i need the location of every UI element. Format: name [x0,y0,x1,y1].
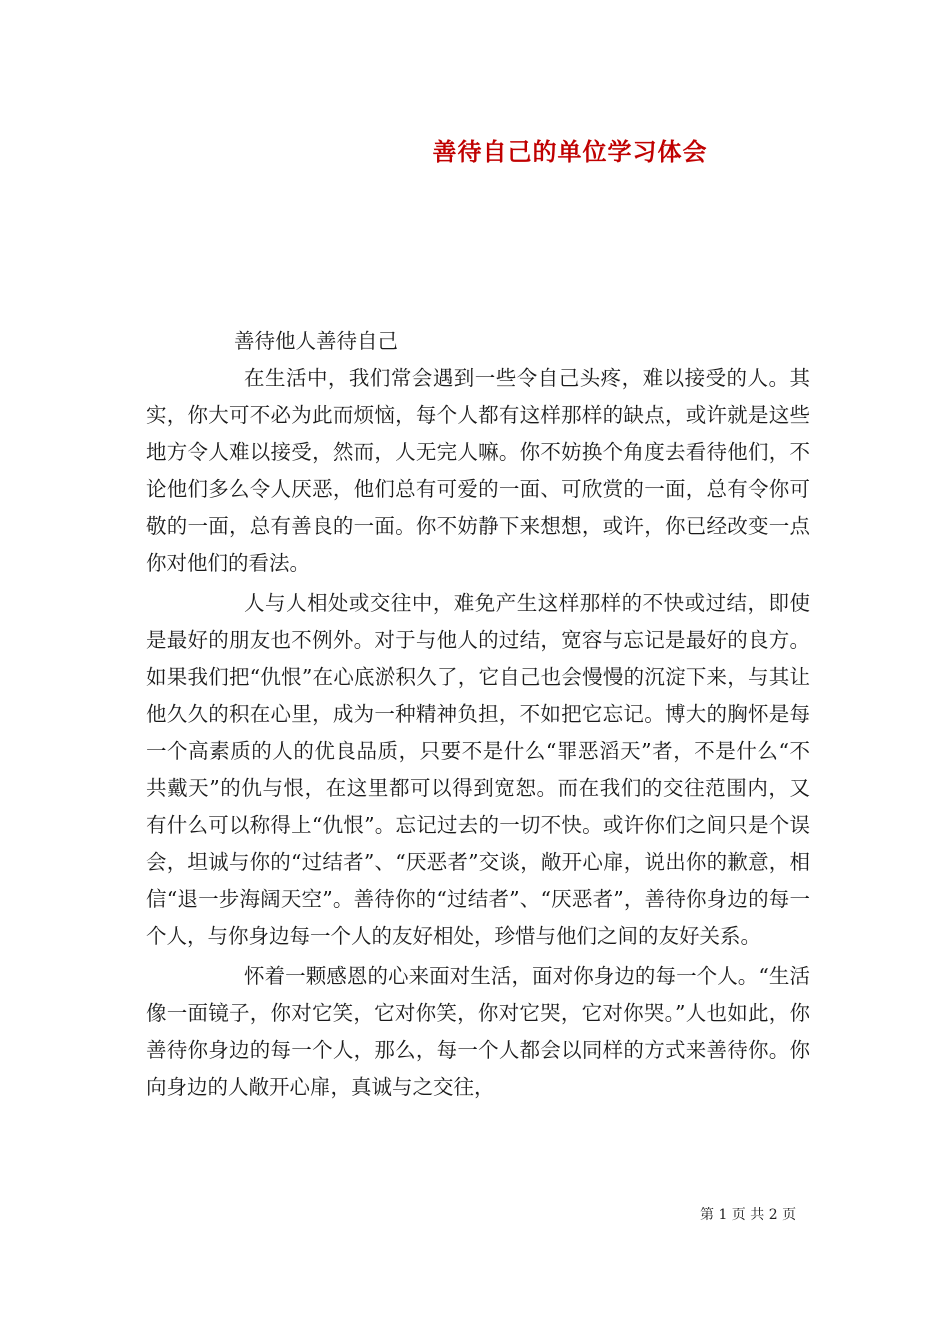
section-subtitle: 善待他人善待自己 [234,329,398,353]
document-title: 善待自己的单位学习体会 [432,137,708,166]
document-body [146,323,810,1109]
paragraph-2: 人与人相处或交往中，难免产生这样那样的不快或过结，即使是最好的朋友也不例外。对于与他人的过结，宽容与忘记是最好的良方。如果我们把“仇恨”在心底淤积久了，它自己也会慢慢的沉淀下来，与其让他久久的积在心里，成为一种精神负担，不如把它忘记。博大的胸怀是每一个高素质的人的优良品质，只要不是什么“罪恶滔天”者，不是什么“不共戴天”的仇与恨，在这里都可以得到宽恕。而在我们的交往范围内，又有什么可以称得上“仇恨”。忘记过去的一切不快。或许你们之间只是个误会，坦诚与你的“过结者”、“厌恶者”交谈，敞开心扉，说出你的歉意，相信“退一步海阔天空”。善待你的“过结者”、“厌恶者”，善待你身边的每一个人，与你身边每一个人的友好相处，珍惜与他们之间的友好关系。 [146,591,810,948]
paragraph-1: 在生活中，我们常会遇到一些令自己头疼，难以接受的人。其实，你大可不必为此而烦恼，每个人都有这样那样的缺点，或许就是这些地方令人难以接受，然而，人无完人嘛。你不妨换个角度去看待他们，不论他们多么令人厌恶，他们总有可爱的一面、可欣赏的一面，总有令你可敬的一面，总有善良的一面。你不妨静下来想想，或许，你已经改变一点你对他们的看法。 [146,366,810,575]
paragraph-3: 怀着一颗感恩的心来面对生活，面对你身边的每一个人。“生活像一面镜子，你对它笑，它对你笑，你对它哭，它对你哭。”人也如此，你善待你身边的每一个人，那么，每一个人都会以同样的方式来善待你。你向身边的人敞开心扉，真诚与之交往， [146,964,810,1099]
page-number-footer: 第 1 页 共 2 页 [700,1207,797,1223]
